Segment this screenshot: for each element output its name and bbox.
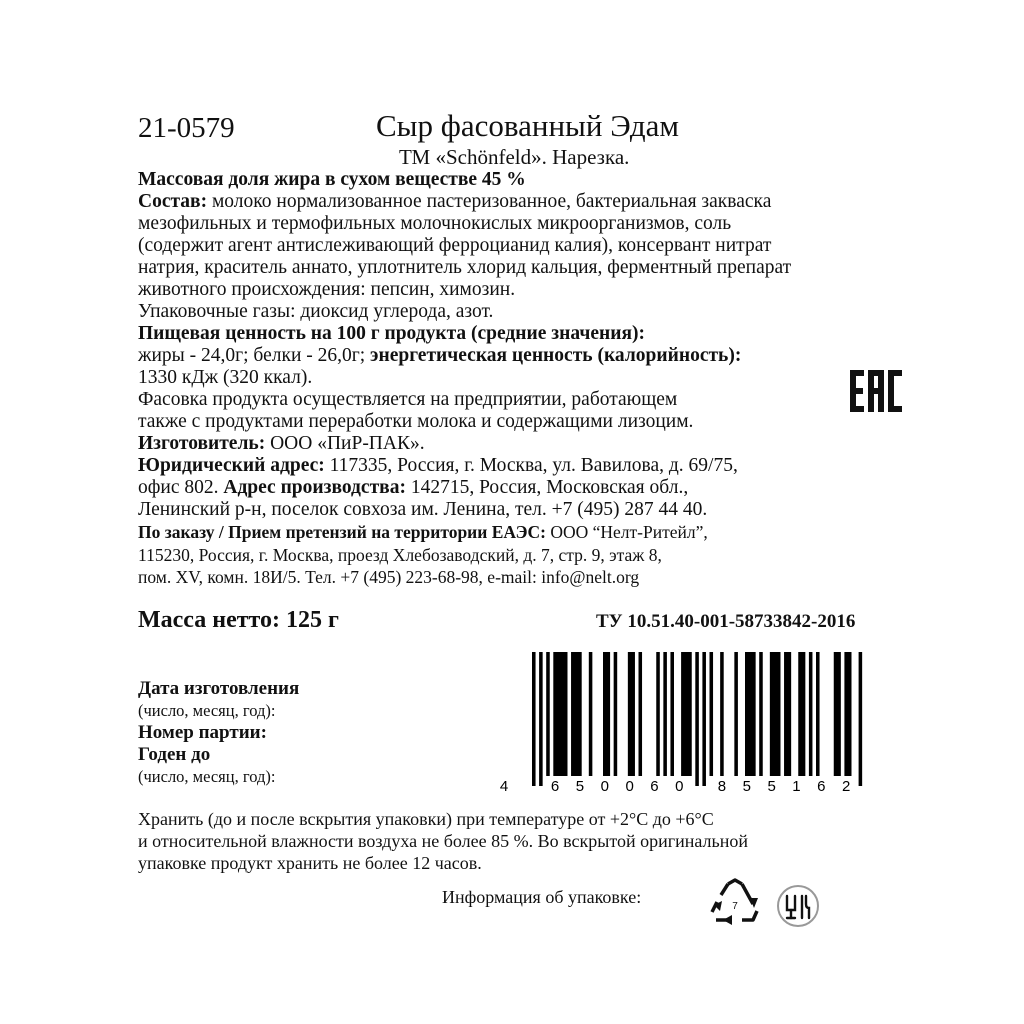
barcode-digit: 0: [675, 778, 684, 795]
legal-address-line-1: Юридический адрес: 117335, Россия, г. Москва, ул. Вавилова, д. 69/75,: [138, 455, 738, 476]
allergen-line-2: также с продуктами переработки молока и содержащими лизоцим.: [138, 411, 694, 432]
barcode-digit: 5: [742, 778, 751, 795]
recycle-code: 7: [732, 901, 738, 912]
manufacture-date-hint: (число, месяц, год):: [138, 701, 276, 720]
composition-line-5: животного происхождения: пепсин, химозин.: [138, 279, 516, 300]
barcode-bar: [663, 652, 667, 776]
order-line-2: 115230, Россия, г. Москва, проезд Хлебозаводский, д. 7, стр. 9, этаж 8,: [138, 545, 662, 565]
barcode-bar: [844, 652, 851, 776]
barcode-digit: 4: [499, 778, 509, 795]
composition-line-3: (содержит агент антислеживающий ферроцианид калия), консервант нитрат: [138, 235, 772, 256]
barcode-bar: [834, 652, 841, 776]
composition-label: Состав:: [138, 191, 208, 212]
barcode-digit: 8: [717, 778, 727, 795]
packaging-gases: Упаковочные газы: диоксид углерода, азот.: [138, 301, 494, 322]
barcode-bar: [670, 652, 674, 776]
product-code: 21-0579: [138, 112, 235, 144]
composition-line-2: мезофильных и термофильных молочнокислых микроорганизмов, соль: [138, 213, 732, 234]
net-weight: Масса нетто: 125 г: [138, 607, 339, 633]
manufacture-date-label: Дата изготовления: [138, 678, 300, 699]
barcode-digit: 5: [767, 778, 776, 795]
legal-address-label: Юридический адрес:: [138, 455, 325, 476]
order-label: По заказу / Прием претензий на территории ЕАЭС:: [138, 522, 546, 542]
storage-line-2: и относительной влажности воздуха не более 85 %. Во вскрытой оригинальной: [138, 831, 748, 851]
order-line-1: По заказу / Прием претензий на территории ЕАЭС: ООО “Нелт-Ритейл”,: [138, 522, 708, 542]
barcode-bar: [770, 652, 781, 776]
barcode-bar: [546, 652, 550, 776]
tu-standard: ТУ 10.51.40-001-58733842-2016: [596, 611, 856, 632]
product-title: Сыр фасованный Эдам: [376, 108, 680, 143]
barcode-digit: 1: [792, 778, 801, 795]
barcode-bar: [589, 652, 593, 776]
eac-icon: [850, 370, 902, 412]
barcode-bar: [702, 652, 706, 786]
packaging-info-label: Информация об упаковке:: [442, 887, 642, 907]
composition-line-1: Состав: молоко нормализованное пастеризованное, бактериальная закваска: [138, 191, 772, 212]
barcode-bar: [759, 652, 763, 776]
allergen-line-1: Фасовка продукта осуществляется на предприятии, работающем: [138, 389, 678, 410]
fat-content: Массовая доля жира в сухом веществе 45 %: [138, 169, 526, 190]
barcode-bar: [816, 652, 820, 776]
barcode-digit: 0: [600, 778, 609, 795]
barcode-bar: [681, 652, 692, 776]
barcode-bar: [695, 652, 699, 786]
manufacturer: Изготовитель: ООО «ПиР-ПАК».: [138, 433, 425, 454]
barcode-bar: [639, 652, 643, 776]
manufacturer-label: Изготовитель:: [138, 433, 266, 454]
recycle-icon: [706, 878, 764, 926]
barcode-digit: 2: [842, 778, 851, 795]
barcode-digit: 5: [575, 778, 585, 795]
barcode-bar: [798, 652, 805, 776]
legal-address-line-2: офис 802. Адрес производства: 142715, Россия, Московская обл.,: [138, 477, 689, 498]
barcode-bar: [656, 652, 660, 776]
storage-line-1: Хранить (до и после вскрытия упаковки) при температуре от +2°С до +6°С: [138, 809, 714, 829]
nutrition-heading: Пищевая ценность на 100 г продукта (средние значения):: [138, 323, 645, 344]
expiry-date-hint: (число, месяц, год):: [138, 767, 276, 786]
barcode-bar: [539, 652, 543, 786]
food-safe-icon: [775, 884, 821, 928]
label-body: [138, 169, 918, 588]
batch-number-label: Номер партии:: [138, 722, 267, 743]
barcode-bar: [614, 652, 618, 776]
nutrition-values: жиры - 24,0г; белки - 26,0г; энергетическая ценность (калорийность):: [138, 345, 742, 366]
barcode-bar: [532, 652, 536, 786]
expiry-date-label: Годен до: [138, 744, 211, 765]
barcode: [484, 652, 864, 802]
barcode-bar: [628, 652, 635, 776]
barcode-bar: [720, 652, 724, 776]
barcode-bar: [710, 652, 714, 776]
barcode-digit: 6: [550, 778, 560, 795]
barcode-digit: 6: [817, 778, 826, 795]
product-subtitle: ТМ «Schönfeld». Нарезка.: [399, 145, 630, 169]
barcode-bar: [603, 652, 610, 776]
legal-address-line-3: Ленинский р-н, поселок совхоза им. Ленина, тел. +7 (495) 287 44 40.: [138, 499, 708, 520]
energy-label: энергетическая ценность (калорийность):: [370, 345, 742, 366]
date-fields: [138, 678, 299, 788]
barcode-digit: 6: [650, 778, 659, 795]
production-address-label: Адрес производства:: [223, 477, 406, 498]
storage-conditions: [138, 808, 748, 874]
barcode-bar: [553, 652, 567, 776]
composition-line-4: натрия, краситель аннато, уплотнитель хлорид кальция, ферментный препарат: [138, 257, 792, 278]
barcode-bar: [571, 652, 582, 776]
order-line-3: пом. XV, комн. 18И/5. Тел. +7 (495) 223-68-98, e-mail: info@nelt.org: [138, 567, 640, 587]
barcode-digit: 0: [625, 778, 634, 795]
barcode-bar: [745, 652, 756, 776]
storage-line-3: упаковке продукт хранить не более 12 часов.: [138, 853, 482, 873]
barcode-bar: [734, 652, 738, 776]
barcode-bar: [859, 652, 863, 786]
energy-value: 1330 кДж (320 ккал).: [138, 367, 313, 388]
barcode-bar: [809, 652, 813, 776]
barcode-bar: [784, 652, 791, 776]
